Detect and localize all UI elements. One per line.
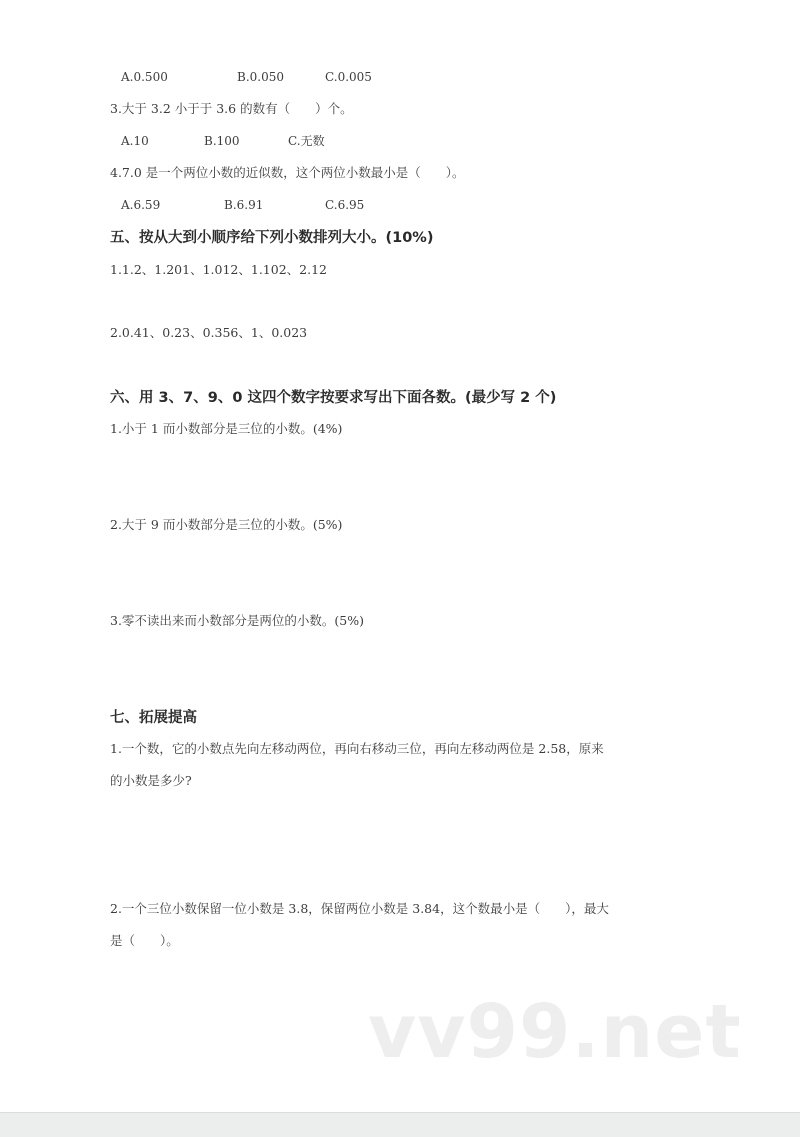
section6-item-1: 1.小于 1 而小数部分是三位的小数。(4%): [110, 421, 343, 436]
q2-option-b: B.0.050: [237, 70, 284, 84]
section6-heading: 六、用 3、7、9、0 这四个数字按要求写出下面各数。(最少写 2 个): [110, 390, 557, 406]
section7-q1-line1: 1.一个数，它的小数点先向左移动两位，再向右移动三位，再向左移动两位是 2.58，原来: [110, 741, 604, 756]
q4-option-a: A.6.59: [121, 198, 161, 212]
section5-item-1: 1.1.2、1.201、1.012、1.102、2.12: [110, 262, 327, 277]
q4-option-c: C.6.95: [325, 198, 365, 212]
page-bottom-strip: [0, 1112, 800, 1137]
q3-option-b: B.100: [204, 134, 240, 148]
section5-heading: 五、按从大到小顺序给下列小数排列大小。(10%): [110, 230, 434, 246]
section7-q1-line2: 的小数是多少?: [110, 773, 192, 788]
section7-heading: 七、拓展提高: [110, 710, 197, 726]
section6-item-3: 3.零不读出来而小数部分是两位的小数。(5%): [110, 613, 365, 628]
q2-option-a: A.0.500: [121, 70, 168, 84]
q3-text: 3.大于 3.2 小于于 3.6 的数有（ ）个。: [110, 101, 353, 116]
q3-option-c: C.无数: [288, 134, 325, 148]
q2-option-c: C.0.005: [325, 70, 372, 84]
watermark: vv99.net: [368, 989, 742, 1075]
section7-q2-line2: 是（ ）。: [110, 933, 179, 948]
q3-option-a: A.10: [121, 134, 149, 148]
section5-item-2: 2.0.41、0.23、0.356、1、0.023: [110, 325, 308, 340]
section7-q2-line1: 2.一个三位小数保留一位小数是 3.8，保留两位小数是 3.84，这个数最小是（ ），最大: [110, 901, 609, 916]
q4-text: 4.7.0 是一个两位小数的近似数，这个两位小数最小是（ ）。: [110, 165, 465, 180]
section6-item-2: 2.大于 9 而小数部分是三位的小数。(5%): [110, 517, 343, 532]
q4-option-b: B.6.91: [224, 198, 264, 212]
